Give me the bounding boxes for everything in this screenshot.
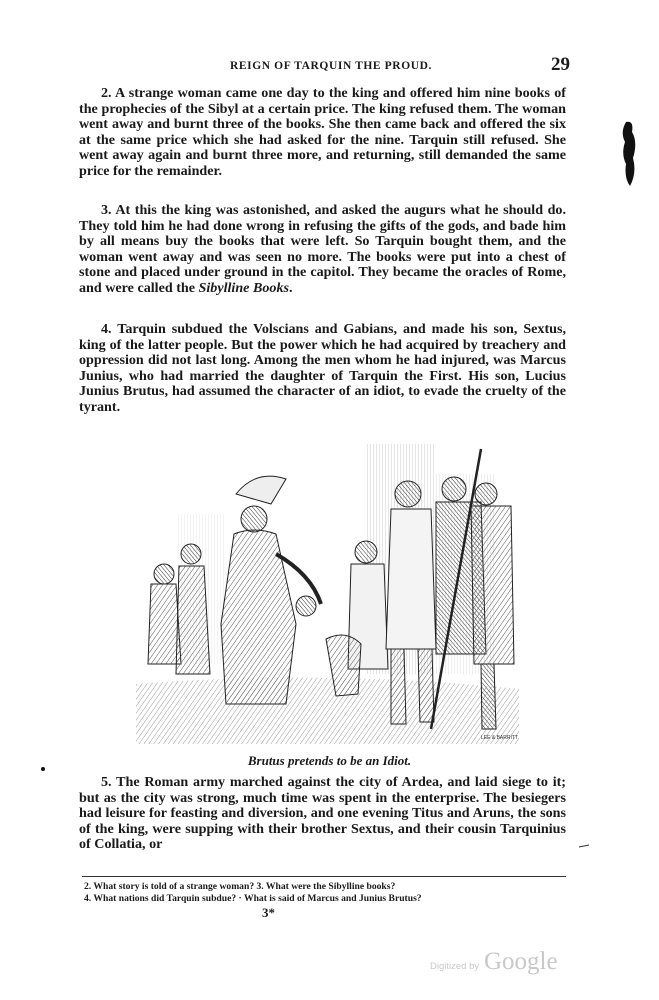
paragraph-5	[79, 775, 566, 853]
review-questions	[84, 881, 569, 904]
paragraph-3-text	[79, 203, 566, 297]
footnote-divider	[82, 876, 566, 877]
paragraph-5-text: 5. The Roman army marched against the city of Ardea, and laid siege to it; but as the city was strong, much time was spent in the enterprise. The besiegers had leisure for feasting and diversion, and one evening Titus and Aruns, the sons of the king, were supping with their brother Sextus, and their cousin Tarquinius of Collatia, or	[79, 774, 566, 853]
paragraph-4-text: 4. Tarquin subdued the Volscians and Gabians, and made his son, Sextus, king of the latter people. But the power which he had acquired by treachery and oppression did not last long. Among the men whom he had injured, was Marcus Junius, who had married the daughter of Tarquin the First. His son, Lucius Junius Brutus, had assumed the character of an idiot, to evade the cruelty of the tyrant.	[79, 321, 566, 415]
paragraph-2	[79, 86, 566, 180]
margin-dash-mark	[578, 842, 590, 850]
engraving-illustration	[136, 434, 519, 744]
figure-caption: Brutus pretends to be an Idiot.	[247, 753, 412, 768]
engraver-credit: LEE & BARRITT	[481, 735, 518, 741]
signature-mark: 3*	[262, 905, 275, 920]
digitized-watermark	[430, 946, 570, 982]
footnote-line-2: 4. What nations did Tarquin subdue? · What is said of Marcus and Junius Brutus?	[84, 892, 422, 904]
paragraph-3	[79, 203, 566, 297]
engraving-image	[136, 434, 519, 744]
sibylline-books-emphasis: Sibylline Books	[198, 279, 289, 296]
paragraph-3-main: 3. At this the king was astonished, and asked the augurs what he should do. They told him he had done wrong in refusing the gifts of the gods, and bade him by all means buy the books that were left. So Tarquin bought them, and the woman went away and was seen no more. The books were put into a chest of stone and placed under ground in the capitol. They became the oracles of Rome, and were called the	[79, 202, 566, 296]
footnote-line-1: 2. What story is told of a strange woman? 3. What were the Sibylline books?	[84, 881, 396, 892]
paragraph-4	[79, 322, 566, 416]
ink-blot-mark	[618, 118, 640, 190]
page-number: 29	[551, 54, 570, 75]
google-logo-text: Google	[484, 948, 558, 975]
margin-dot-mark	[40, 765, 46, 773]
paragraph-3-end: .	[288, 279, 293, 296]
digitized-prefix: Digitized by	[430, 961, 480, 972]
running-head	[80, 56, 570, 78]
running-title: REIGN OF TARQUIN THE PROUD.	[230, 60, 433, 72]
paragraph-2-text: 2. A strange woman came one day to the king and offered him nine books of the prophecies of the Sibyl at a certain price. The king refused them. The woman went away and burnt three of the books. She then came back and offered the six at the same price which she had asked for the nine. Tarquin still refused. She went away again and burnt three more, and returning, still demanded the same price for the remainder.	[79, 85, 566, 179]
